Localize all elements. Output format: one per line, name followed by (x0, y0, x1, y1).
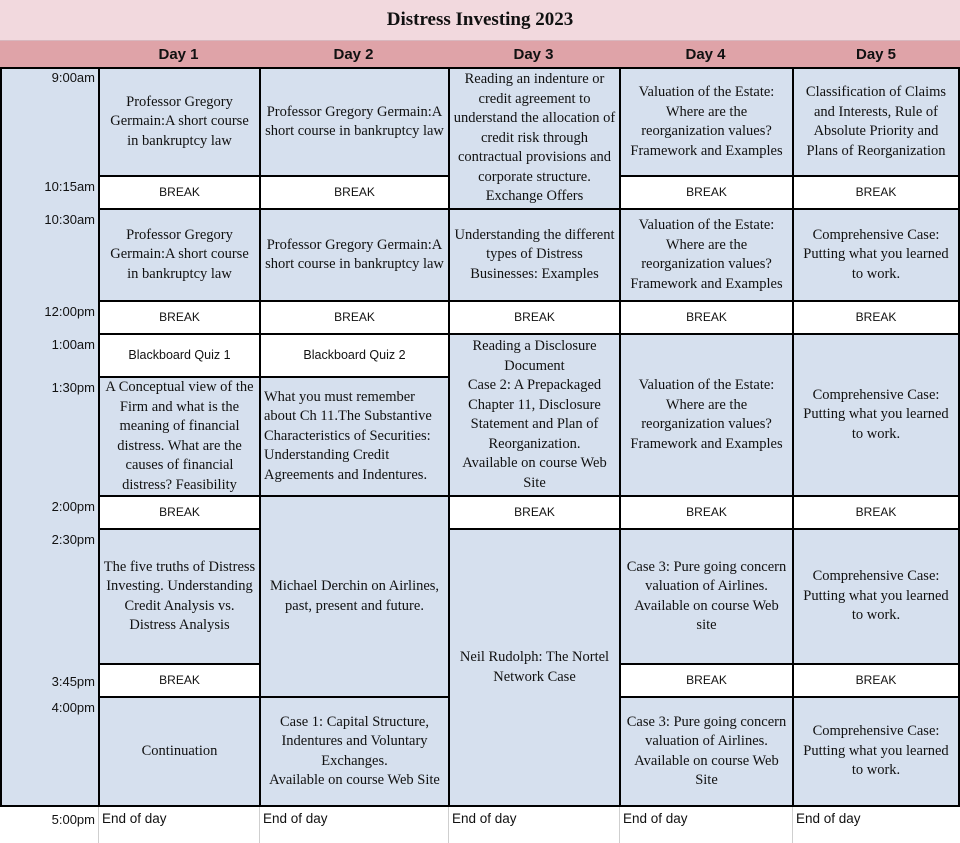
time-label: 3:45pm (51, 674, 95, 689)
session-cell: Comprehensive Case: Putting what you learned to work. (792, 208, 960, 302)
session-cell: Comprehensive Case: Putting what you learned to work. (792, 333, 960, 497)
break-cell: BREAK (259, 300, 450, 335)
time-label: 12:00pm (44, 304, 95, 319)
session-cell: Case 1: Capital Structure, Indentures and Voluntary Exchanges. Available on course Web Site (259, 696, 450, 807)
day-3-header: Day 3 (448, 41, 619, 67)
end-of-day-label: End of day (263, 811, 328, 826)
session-cell: Neil Rudolph: The Nortel Network Case (448, 528, 621, 807)
break-cell: BREAK (98, 663, 261, 698)
break-cell: BREAK (792, 300, 960, 335)
time-label: 10:15am (44, 179, 95, 194)
time-label: 2:00pm (51, 499, 95, 514)
break-cell: BREAK (619, 175, 794, 210)
break-cell: BREAK (792, 663, 960, 698)
session-cell: Professor Gregory Germain:A short course in bankruptcy law (259, 208, 450, 302)
time-label: 1:30pm (51, 380, 95, 395)
time-label: 4:00pm (51, 700, 95, 715)
session-cell: Comprehensive Case: Putting what you learned to work. (792, 696, 960, 807)
time-label: 10:30am (44, 212, 95, 227)
session-cell: What you must remember about Ch 11.The Substantive Characteristics of Securities: Understanding Credit Agreements and Indentures. (259, 376, 450, 497)
break-cell: BREAK (792, 175, 960, 210)
end-of-day-label: End of day (796, 811, 861, 826)
time-label: 5:00pm (51, 812, 95, 827)
time-label: 1:00am (51, 337, 95, 352)
session-cell: Continuation (98, 696, 261, 807)
break-cell: BREAK (619, 495, 794, 530)
session-cell: Case 3: Pure going concern valuation of Airlines. Available on course Web Site (619, 696, 794, 807)
session-cell: Valuation of the Estate: Where are the reorganization values? Framework and Examples (619, 67, 794, 177)
session-cell: Professor Gregory Germain:A short course in bankruptcy law (259, 67, 450, 177)
end-of-day-label: End of day (452, 811, 517, 826)
break-cell: BREAK (259, 175, 450, 210)
break-cell: BREAK (792, 495, 960, 530)
end-of-day-label: End of day (623, 811, 688, 826)
break-cell: BREAK (98, 175, 261, 210)
break-cell: BREAK (98, 495, 261, 530)
time-label: 9:00am (51, 70, 95, 85)
day-4-header: Day 4 (619, 41, 792, 67)
time-label: 2:30pm (51, 532, 95, 547)
session-cell: Classification of Claims and Interests, Rule of Absolute Priority and Plans of Reorganization (792, 67, 960, 177)
day-5-header: Day 5 (792, 41, 960, 67)
session-cell: Case 3: Pure going concern valuation of Airlines. Available on course Web site (619, 528, 794, 665)
day-2-header: Day 2 (259, 41, 448, 67)
session-cell: Comprehensive Case: Putting what you learned to work. (792, 528, 960, 665)
session-cell: A Conceptual view of the Firm and what is the meaning of financial distress. What are the causes of financial distress? Feasibility (98, 376, 261, 497)
session-cell: The five truths of Distress Investing. Understanding Credit Analysis vs. Distress Analysis (98, 528, 261, 665)
break-cell: BREAK (619, 663, 794, 698)
session-cell: Professor Gregory Germain:A short course in bankruptcy law (98, 208, 261, 302)
session-cell: Professor Gregory Germain:A short course in bankruptcy law (98, 67, 261, 177)
session-cell: Valuation of the Estate: Where are the reorganization values? Framework and Examples (619, 333, 794, 497)
session-cell: Reading a Disclosure Document Case 2: A Prepackaged Chapter 11, Disclosure Statement and Plan of Reorganization. Available on course Web Site (448, 333, 621, 497)
end-of-day-label: End of day (102, 811, 167, 826)
quiz-cell: Blackboard Quiz 1 (98, 333, 261, 378)
session-cell: Valuation of the Estate: Where are the reorganization values? Framework and Examples (619, 208, 794, 302)
session-cell: Reading an indenture or credit agreement to understand the allocation of credit risk through contractual provisions and corporate structure. Exchange Offers (448, 67, 621, 210)
session-cell: Michael Derchin on Airlines, past, present and future. (259, 495, 450, 698)
schedule-title: Distress Investing 2023 (0, 0, 960, 41)
break-cell: BREAK (619, 300, 794, 335)
break-cell: BREAK (448, 495, 621, 530)
day-1-header: Day 1 (98, 41, 259, 67)
quiz-cell: Blackboard Quiz 2 (259, 333, 450, 378)
header-blank (0, 41, 98, 67)
break-cell: BREAK (448, 300, 621, 335)
break-cell: BREAK (98, 300, 261, 335)
session-cell: Understanding the different types of Distress Businesses: Examples (448, 208, 621, 302)
